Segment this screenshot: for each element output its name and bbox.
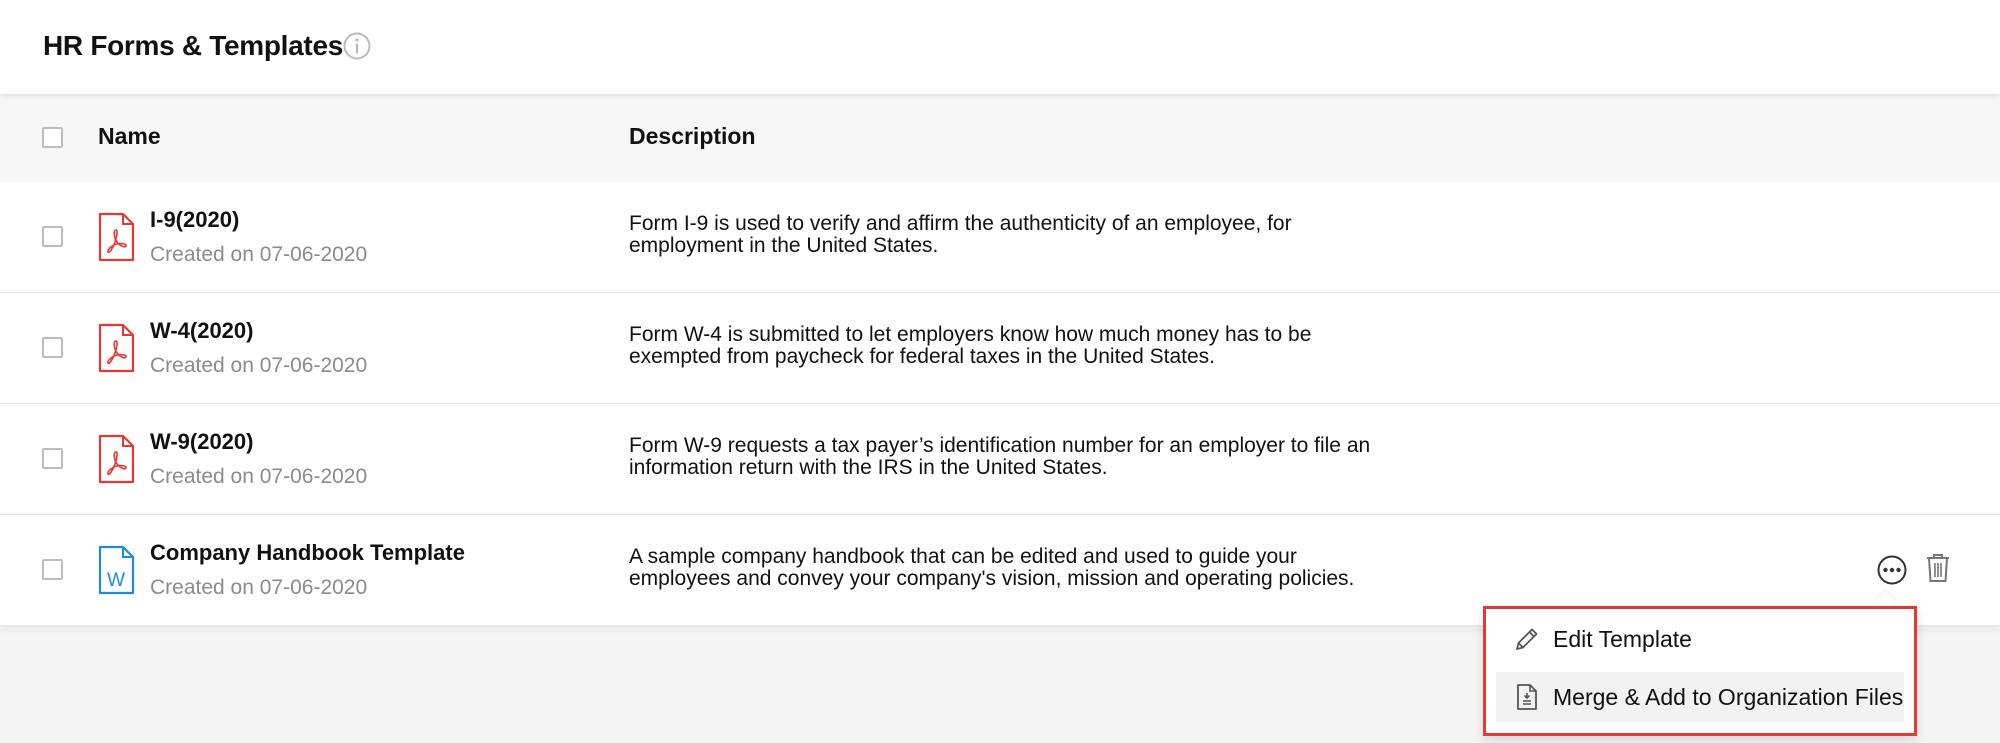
row-checkbox[interactable] — [42, 337, 63, 358]
menu-item-edit-template[interactable] — [1496, 614, 1904, 664]
menu-item-merge-add[interactable] — [1496, 672, 1904, 722]
page-header — [0, 0, 2000, 94]
table-row[interactable] — [0, 404, 2000, 515]
file-description: Form W-9 requests a tax payer’s identification number for an employer to file an information return with the IRS in the United States. — [629, 434, 1371, 479]
row-actions-menu — [1483, 606, 1917, 736]
file-name[interactable]: W-9(2020) — [150, 429, 254, 454]
select-all-checkbox[interactable] — [42, 127, 63, 148]
word-file-icon — [97, 545, 135, 595]
menu-item-label: Edit Template — [1553, 626, 1692, 652]
file-name[interactable]: Company Handbook Template — [150, 540, 465, 565]
created-date: Created on 07-06-2020 — [150, 354, 368, 377]
table-row[interactable] — [0, 293, 2000, 404]
file-description: Form I-9 is used to verify and affirm the authenticity of an employee, for employment in the United States. — [629, 212, 1292, 257]
file-description: A sample company handbook that can be edited and used to guide your employees and convey your company's vision, mission and operating policies. — [629, 545, 1355, 590]
svg-text:W: W — [107, 570, 125, 591]
table-row[interactable] — [0, 182, 2000, 293]
created-date: Created on 07-06-2020 — [150, 576, 368, 599]
pencil-icon — [1512, 624, 1542, 654]
column-header-name[interactable]: Name — [98, 123, 161, 149]
pdf-file-icon — [97, 434, 135, 484]
more-options-icon[interactable] — [1876, 554, 1908, 586]
info-circle-icon[interactable] — [342, 31, 372, 61]
created-date: Created on 07-06-2020 — [150, 465, 368, 488]
merge-file-icon — [1512, 682, 1542, 712]
created-date: Created on 07-06-2020 — [150, 243, 368, 266]
file-name[interactable]: W-4(2020) — [150, 318, 254, 343]
menu-item-label: Merge & Add to Organization Files — [1553, 684, 1904, 710]
row-checkbox[interactable] — [42, 448, 63, 469]
file-name[interactable]: I-9(2020) — [150, 207, 240, 232]
pdf-file-icon — [97, 212, 135, 262]
pdf-file-icon — [97, 323, 135, 373]
row-checkbox[interactable] — [42, 559, 63, 580]
trash-icon[interactable] — [1925, 553, 1951, 583]
column-header-description: Description — [629, 123, 756, 149]
page-title: HR Forms & Templates — [43, 30, 343, 61]
file-description: Form W-4 is submitted to let employers know how much money has to be exempted from paycheck for federal taxes in the United States. — [629, 323, 1312, 368]
row-checkbox[interactable] — [42, 226, 63, 247]
table-header — [0, 94, 2000, 182]
